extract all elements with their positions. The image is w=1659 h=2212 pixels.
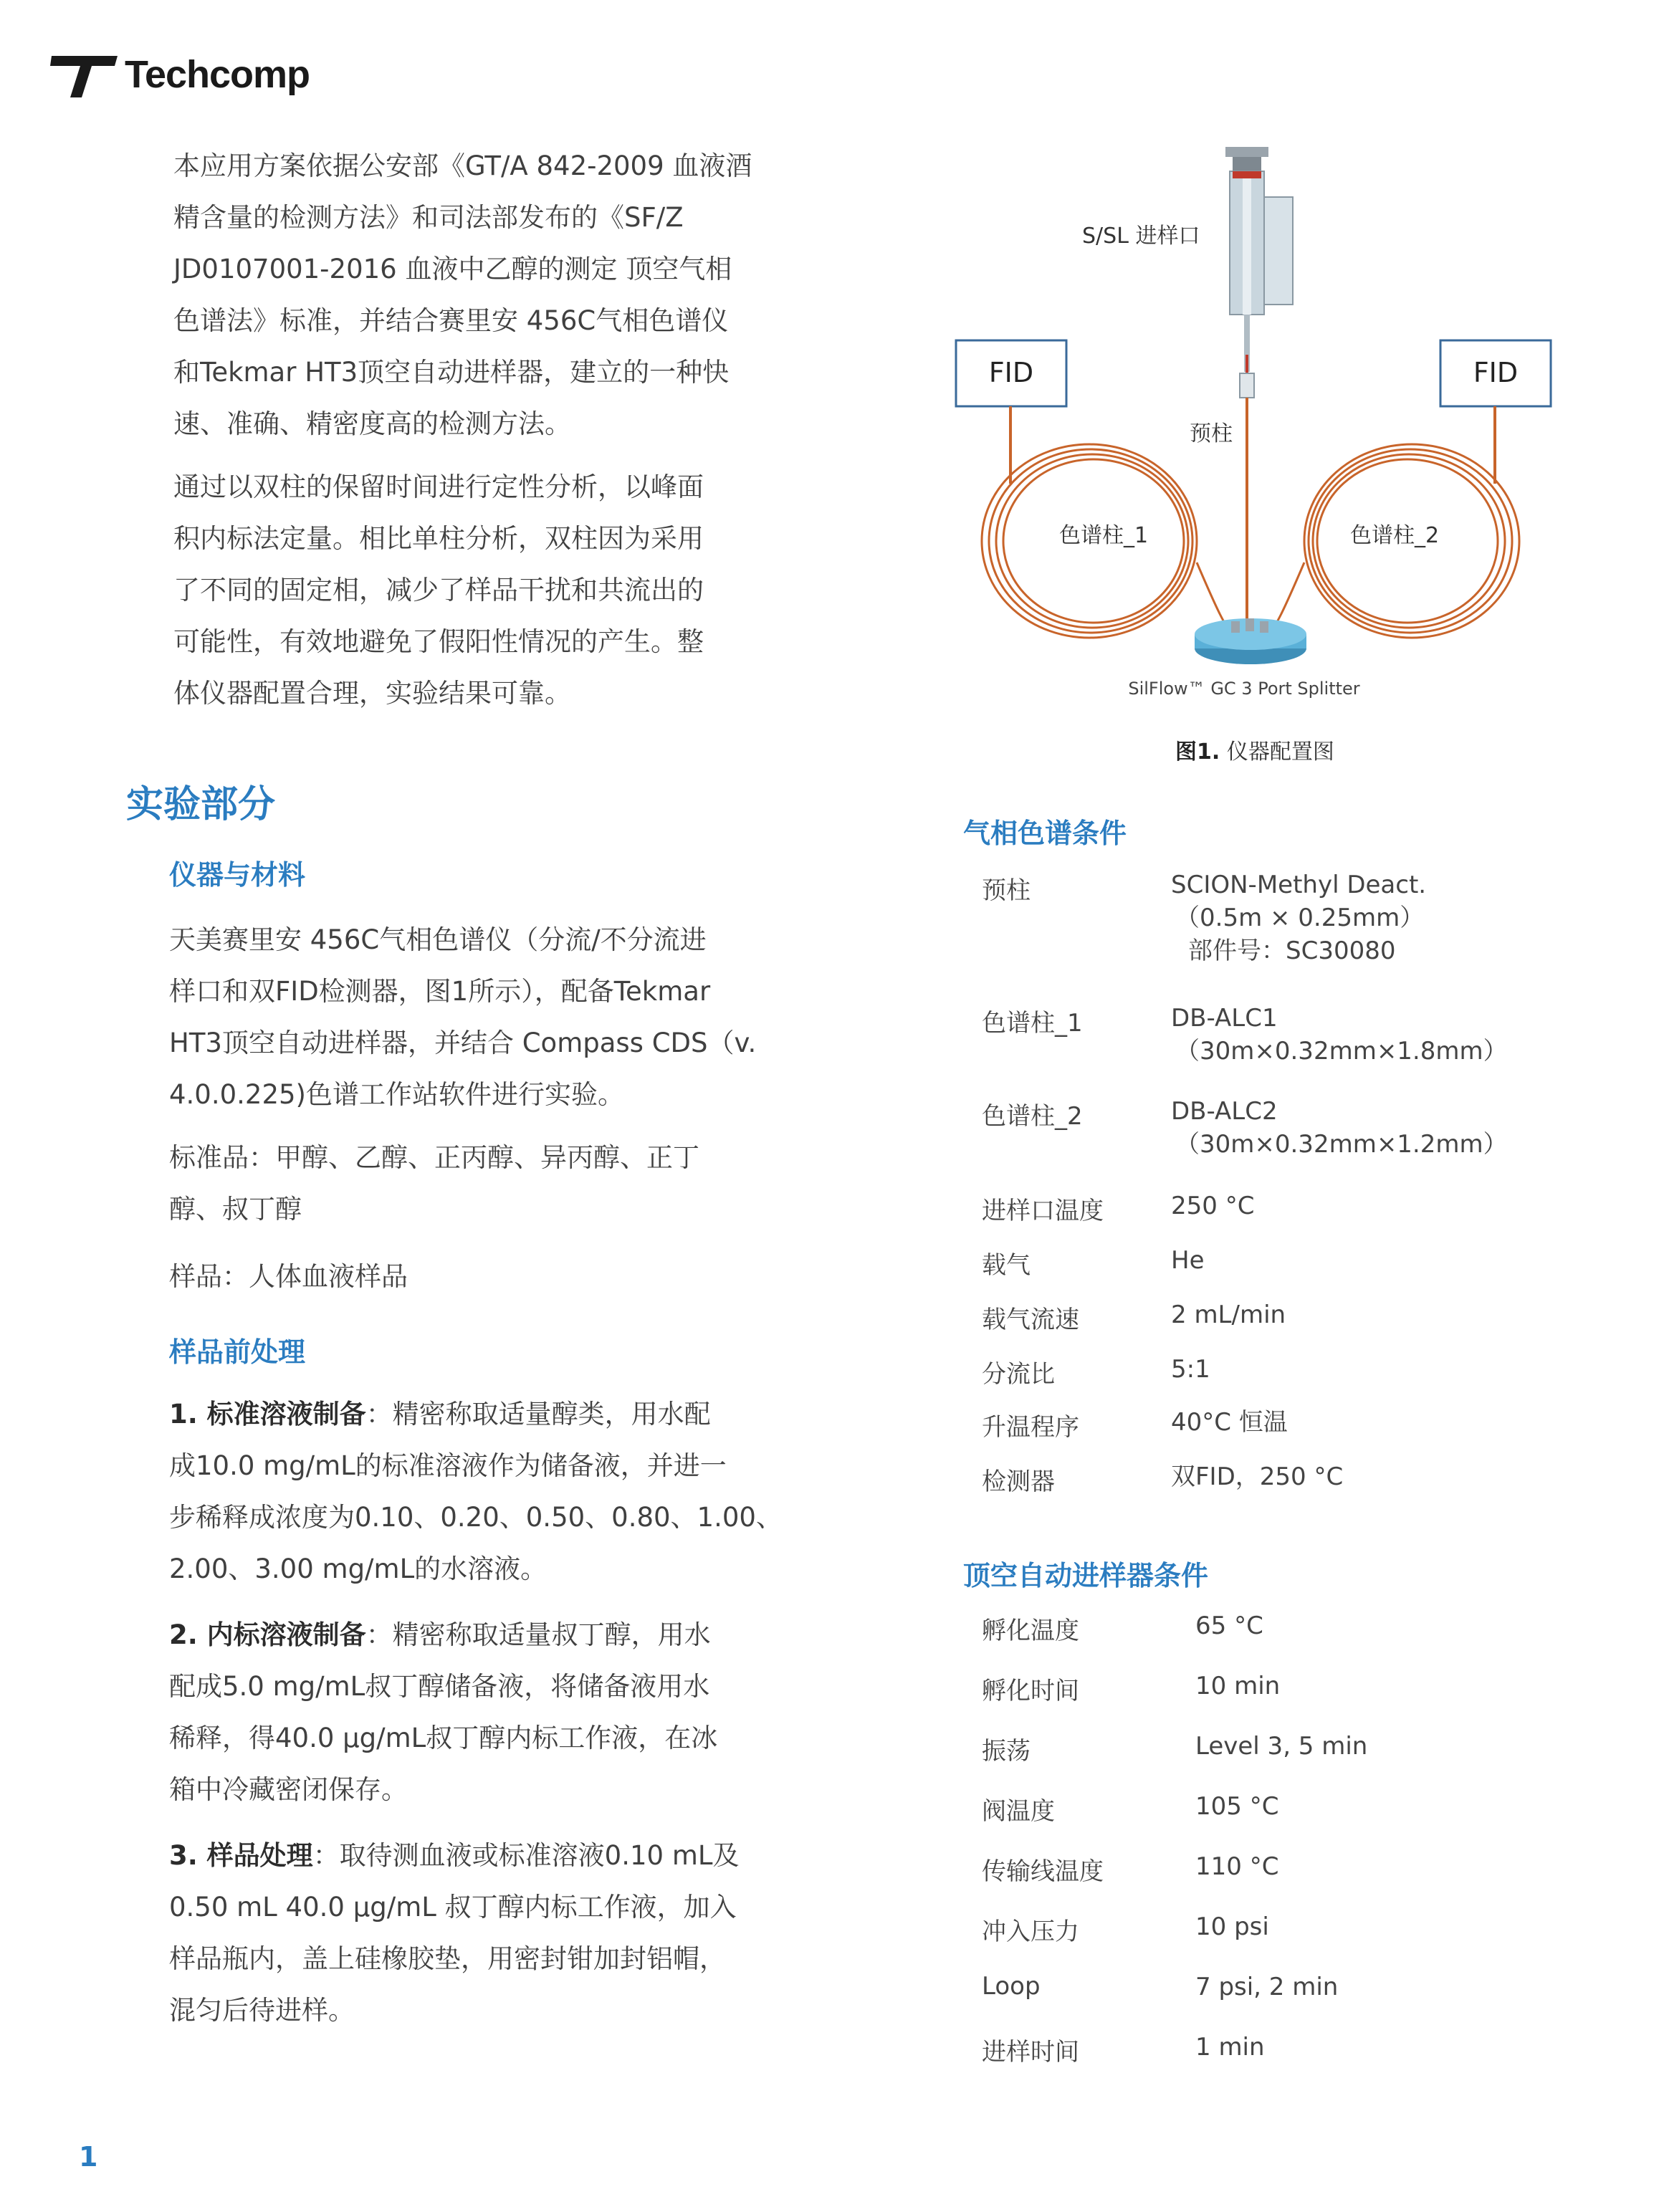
pretreatment-line: 步稀释成浓度为0.10、0.20、0.50、0.80、1.00、 xyxy=(169,1502,783,1533)
gc-conditions-title: 气相色谱条件 xyxy=(963,818,1127,849)
hs-row-value: 110 °C xyxy=(1195,1852,1279,1881)
intro-line: 精含量的检测方法》和司法部发布的《SF/Z xyxy=(173,202,684,233)
pretreatment-label: 2. 内标溶液制备 xyxy=(169,1619,366,1650)
gc-row-label: 升温程序 xyxy=(982,1413,1079,1442)
section-title: 实验部分 xyxy=(126,783,276,826)
pretreatment-line: 2.00、3.00 mg/mL的水溶液。 xyxy=(169,1553,548,1584)
intro-line: 本应用方案依据公安部《GT/A 842-2009 血液酒 xyxy=(173,150,752,181)
gc-row-label: 色谱柱_2 xyxy=(982,1102,1083,1131)
gc-row-value: DB-ALC1 （30m×0.32mm×1.8mm） xyxy=(1171,1004,1508,1066)
gc-row-value: 2 mL/min xyxy=(1171,1301,1286,1329)
gc-row-label: 载气流速 xyxy=(982,1306,1079,1334)
figure-caption-text: 仪器配置图 xyxy=(1220,739,1334,765)
column-2-label: 色谱柱_2 xyxy=(1349,523,1440,548)
gc-row-value: He xyxy=(1171,1246,1205,1275)
intro-paragraph-1 xyxy=(173,140,804,450)
gc-row-value: 5:1 xyxy=(1171,1355,1210,1384)
hs-row-label: 孵化温度 xyxy=(982,1617,1079,1645)
intro-line: 了不同的固定相，减少了样品干扰和共流出的 xyxy=(173,575,704,605)
hs-row-value: 7 psi, 2 min xyxy=(1195,1973,1339,2001)
intro-line: 积内标法定量。相比单柱分析，双柱因为采用 xyxy=(173,523,704,554)
hs-row-label: 孵化时间 xyxy=(982,1677,1079,1705)
pretreatment-line: 配成5.0 mg/mL叔丁醇储备液，将储备液用水 xyxy=(169,1671,710,1702)
gc-row-label: 分流比 xyxy=(982,1360,1055,1389)
instrument-config-diagram xyxy=(946,140,1577,713)
brand-name: Techcomp xyxy=(125,53,310,96)
intro-line: 速、准确、精密度高的检测方法。 xyxy=(173,408,571,439)
hs-row-value: 105 °C xyxy=(1195,1792,1279,1821)
figure-caption-number: 图1. xyxy=(1175,739,1220,765)
sample-paragraph xyxy=(169,1251,814,1303)
intro-line: JD0107001-2016 血液中乙醇的测定 顶空气相 xyxy=(173,254,732,284)
intro-line: 色谱法》标准，并结合赛里安 456C气相色谱仪 xyxy=(173,305,729,336)
intro-line: 通过以双柱的保留时间进行定性分析，以峰面 xyxy=(173,471,704,502)
hs-row-label: 进样时间 xyxy=(982,2038,1079,2067)
pretreatment-line: 样品瓶内，盖上硅橡胶垫，用密封钳加封铝帽， xyxy=(169,1943,726,1974)
intro-paragraph-2 xyxy=(173,461,804,719)
hs-row-value: 65 °C xyxy=(1195,1612,1263,1640)
techcomp-logo-icon xyxy=(50,52,119,97)
instruments-paragraph xyxy=(169,914,814,1121)
column-1-label: 色谱柱_1 xyxy=(1058,523,1149,548)
gc-row-value: DB-ALC2 （30m×0.32mm×1.2mm） xyxy=(1171,1097,1508,1159)
hs-row-value: 10 min xyxy=(1195,1672,1281,1700)
pretreatment-item-1 xyxy=(169,1389,814,1595)
hs-row-label: 振荡 xyxy=(982,1737,1031,1766)
hs-row-value: 10 psi xyxy=(1195,1912,1269,1941)
pretreatment-line: 箱中冷藏密闭保存。 xyxy=(169,1774,408,1805)
gc-row-value: 40°C 恒温 xyxy=(1171,1408,1288,1437)
intro-line: 可能性，有效地避免了假阳性情况的产生。整 xyxy=(173,626,704,657)
gc-row-label: 检测器 xyxy=(982,1468,1055,1496)
standards-paragraph xyxy=(169,1132,814,1235)
hs-row-label: 冲入压力 xyxy=(982,1917,1079,1946)
standards-line: 标准品：甲醇、乙醇、正丙醇、异丙醇、正丁 xyxy=(169,1142,699,1173)
sample-line: 样品：人体血液样品 xyxy=(169,1261,408,1292)
inlet-label: S/SL 进样口 xyxy=(1082,224,1200,249)
fid-right-label: FID xyxy=(1473,357,1519,388)
figure-caption xyxy=(1175,734,1334,765)
pretreatment-line: 稀释，得40.0 µg/mL叔丁醇内标工作液，在冰 xyxy=(169,1723,718,1753)
gc-row-value: 双FID，250 °C xyxy=(1171,1462,1344,1491)
page-number: 1 xyxy=(79,2141,98,2173)
hs-conditions-title: 顶空自动进样器条件 xyxy=(963,1560,1209,1591)
hs-row-label: 阀温度 xyxy=(982,1797,1055,1826)
brand-logo xyxy=(50,49,310,100)
standards-line: 醇、叔丁醇 xyxy=(169,1194,302,1225)
hs-row-label: 传输线温度 xyxy=(982,1857,1104,1886)
precolumn-label: 预柱 xyxy=(1190,421,1233,446)
instruments-line: 样口和双FID检测器，图1所示），配备Tekmar xyxy=(169,976,711,1007)
intro-line: 体仪器配置合理，实验结果可靠。 xyxy=(173,678,571,709)
splitter-icon xyxy=(1195,618,1306,664)
intro-line: 和Tekmar HT3顶空自动进样器，建立的一种快 xyxy=(173,357,730,388)
injector-icon xyxy=(1225,147,1293,398)
subsection-title-instruments: 仪器与材料 xyxy=(169,859,306,891)
instruments-line: 天美赛里安 456C气相色谱仪（分流/不分流进 xyxy=(169,924,707,955)
pretreatment-line: ：精密称取适量叔丁醇，用水 xyxy=(365,1619,711,1650)
pretreatment-line: ：取待测血液或标准溶液0.10 mL及 xyxy=(312,1840,740,1871)
pretreatment-line: 成10.0 mg/mL的标准溶液作为储备液，并进一 xyxy=(169,1450,727,1481)
hs-row-label: Loop xyxy=(982,1972,1041,2001)
pretreatment-item-3 xyxy=(169,1830,814,2036)
gc-row-value: SCION-Methyl Deact. （0.5m × 0.25mm） 部件号：SC30080 xyxy=(1171,871,1427,965)
pretreatment-item-2 xyxy=(169,1609,814,1816)
pretreatment-label: 1. 标准溶液制备 xyxy=(169,1399,366,1430)
pretreatment-label: 3. 样品处理 xyxy=(169,1840,313,1871)
gc-row-value: 250 °C xyxy=(1171,1192,1255,1220)
pretreatment-line: ：精密称取适量醇类，用水配 xyxy=(365,1399,711,1430)
instruments-line: HT3顶空自动进样器，并结合 Compass CDS（v. xyxy=(169,1028,757,1058)
gc-row-label: 预柱 xyxy=(982,876,1031,905)
pretreatment-line: 混匀后待进样。 xyxy=(169,1995,355,2026)
hs-row-value: Level 3, 5 min xyxy=(1195,1732,1368,1761)
fid-left-label: FID xyxy=(988,357,1034,388)
hs-row-value: 1 min xyxy=(1195,2033,1265,2062)
splitter-label: SilFlow™ GC 3 Port Splitter xyxy=(1128,679,1360,699)
subsection-title-pretreatment: 样品前处理 xyxy=(169,1336,306,1368)
pretreatment-line: 0.50 mL 40.0 µg/mL 叔丁醇内标工作液，加入 xyxy=(169,1892,737,1923)
gc-row-label: 载气 xyxy=(982,1251,1031,1280)
gc-row-label: 色谱柱_1 xyxy=(982,1009,1083,1038)
instruments-line: 4.0.0.225)色谱工作站软件进行实验。 xyxy=(169,1079,624,1110)
gc-row-label: 进样口温度 xyxy=(982,1197,1104,1225)
